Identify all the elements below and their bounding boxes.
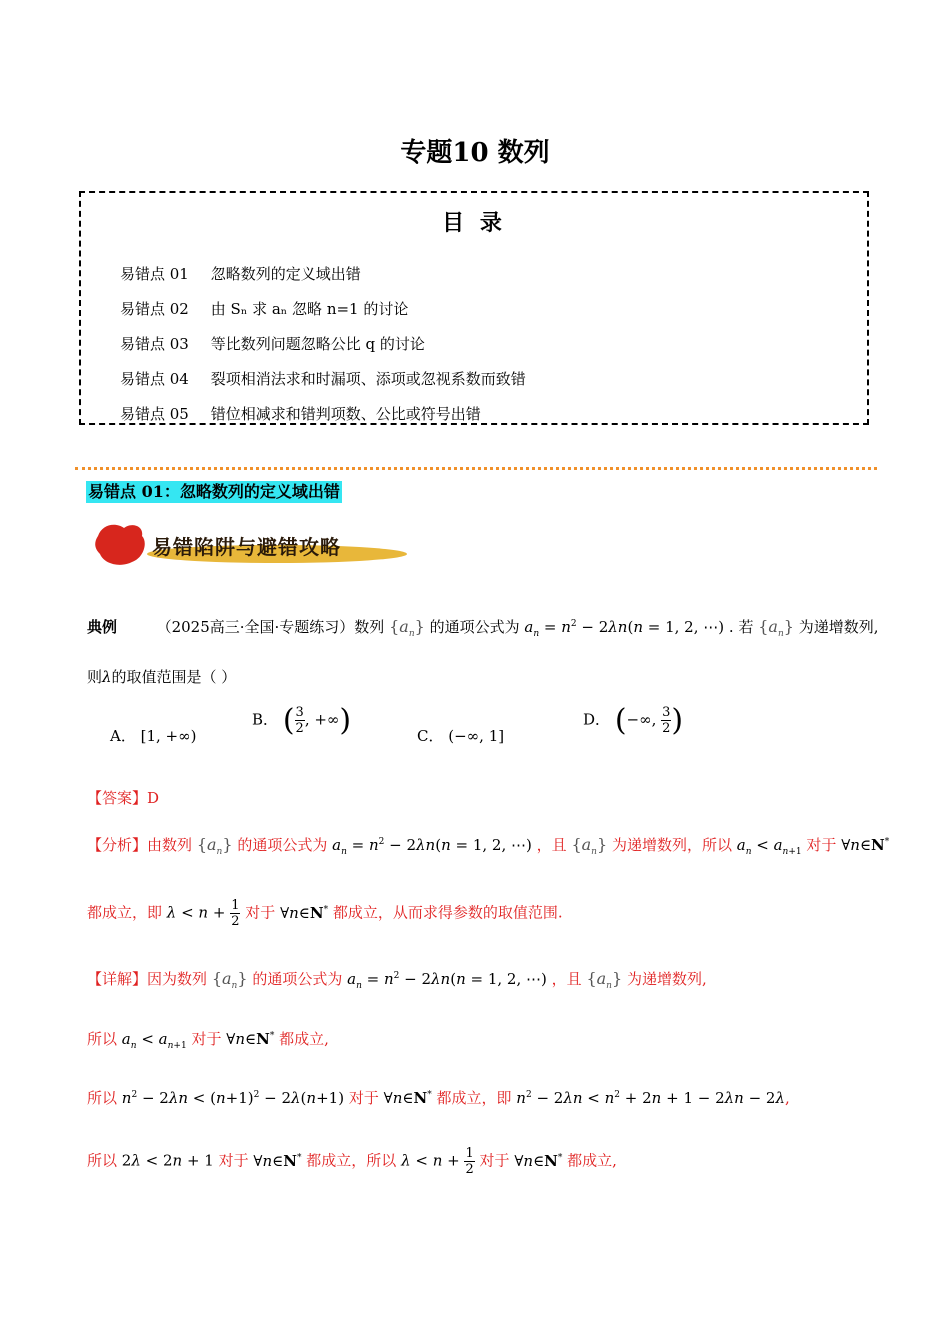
red-splash-icon [95, 525, 145, 565]
toc-item-text: 等比数列问题忽略公比 q 的讨论 [210, 335, 425, 353]
toc-item[interactable] [120, 298, 408, 319]
toc-item-label: 易错点 02 [120, 300, 189, 318]
detail-line-1: 【详解】因为数列 $\{a_n\}$ 的通项公式为 $a_n = n^2 - 2\lambda n(n = 1$, 2, ⋯) ，且 $\{a_n\}$ 为递增数列, [87, 969, 707, 992]
page-title: 专题10 数列 [400, 138, 550, 168]
toc-item-label: 易错点 01 [120, 265, 189, 283]
example-line-2: 则λ的取值范围是（ ） [87, 668, 237, 686]
example-line-1: 典例 （2025高三·全国·专题练习）数列 $\{a_n\}$ 的通项公式为 $a_n = n^2 - 2\lambda n(n = 1$, 2, ⋯) . 若 $\{a_n\}$ 为递增数列, [87, 617, 879, 640]
toc-item-text: 错位相减求和错判项数、公比或符号出错 [210, 405, 481, 423]
answer-line [87, 787, 159, 808]
toc-item[interactable] [120, 368, 526, 389]
analysis-line-2: 都成立，即 λ < n + $\frac{1}{2}$ 对于 ∀n∈N* 都成立，从而求得参数的取值范围. [87, 898, 563, 929]
toc-item-text: 裂项相消法求和时漏项、添项或忽视系数而致错 [210, 370, 526, 388]
analysis-tag: 【分析】 [87, 836, 148, 854]
toc-item[interactable] [120, 333, 425, 354]
option-d[interactable]: D． (−∞, $\frac{3}{2}$ ) [583, 703, 684, 738]
detail-tag: 【详解】 [87, 970, 148, 988]
detail-line-3: 所以 $n^2 - 2\lambda n < (n+1)^2 - 2\lambda(n+1)$ 对于 ∀n∈N* 都成立，即 $n^2 - 2\lambda n < n^2 + 2n + 1 - 2\lambda n - 2\lambda$, [87, 1089, 790, 1107]
answer-tag: 【答案】 [87, 789, 148, 807]
toc-item[interactable] [120, 263, 361, 284]
formula-an: $a_n = n^2 - 2\lambda n(n = 1$, 2, ⋯) [524, 618, 725, 639]
example-label: 典例 [87, 618, 118, 636]
toc-item[interactable] [120, 403, 481, 424]
detail-line-4: 所以 2λ < 2n + 1 对于 ∀n∈N* 都成立，所以 λ < n + $\frac{1}{2}$ 对于 ∀n∈N* 都成立, [87, 1146, 617, 1177]
seq-an: $\{a_n\}$ [389, 617, 425, 640]
seq-an: $\{a_n\}$ [758, 617, 794, 640]
toc-item-label: 易错点 03 [120, 335, 189, 353]
option-c[interactable]: C． (−∞, 1] [417, 727, 505, 745]
section-heading: 易错点 01：忽略数列的定义域出错 [88, 482, 340, 501]
section-divider [75, 467, 877, 470]
toc-item-text: 忽略数列的定义域出错 [210, 265, 361, 283]
analysis-line-1: 【分析】由数列 $\{a_n\}$ 的通项公式为 $a_n = n^2 - 2\lambda n(n = 1$, 2, ⋯) ，且 $\{a_n\}$ 为递增数列，所以 $a_n < a_{n+1}$ 对于 ∀n∈N* [87, 835, 890, 858]
toc-item-label: 易错点 05 [120, 405, 189, 423]
option-a[interactable]: A． [1, +∞) [110, 727, 197, 745]
toc-item-text: 由 Sₙ 求 aₙ 忽略 n=1 的讨论 [210, 300, 409, 318]
answer-value: D [147, 789, 160, 807]
detail-line-2: 所以 $a_n < a_{n+1}$ 对于 ∀n∈N* 都成立, [87, 1030, 329, 1051]
example-source: （2025高三·全国·专题练习）数列 [156, 618, 385, 636]
toc-heading: 目 录 [442, 210, 506, 236]
banner-title: 易错陷阱与避错攻略 [152, 535, 341, 559]
option-b[interactable]: B． ( $\frac{3}{2}$ , +∞) [252, 703, 352, 738]
toc-item-label: 易错点 04 [120, 370, 189, 388]
